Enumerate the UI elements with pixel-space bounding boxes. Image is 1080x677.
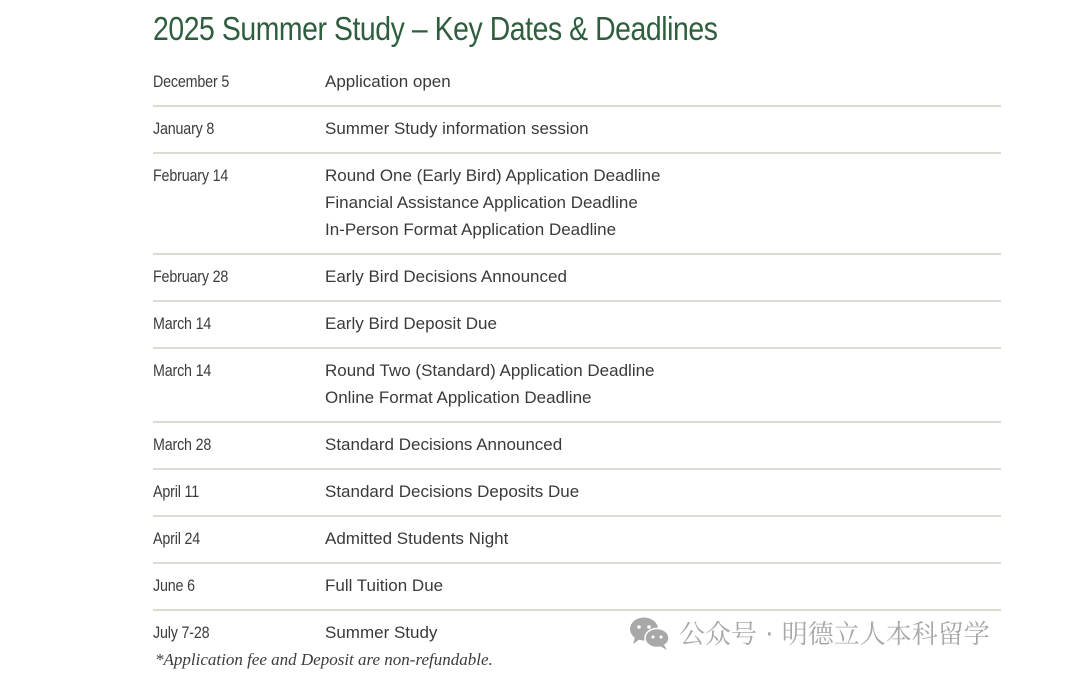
schedule-events [325, 525, 1001, 552]
schedule-row [153, 154, 1001, 255]
schedule-events [325, 115, 1001, 142]
schedule-date: December 5 [153, 72, 230, 91]
schedule-event: Standard Decisions Deposits Due [325, 482, 580, 501]
schedule-date: January 8 [153, 119, 215, 138]
schedule-event: Standard Decisions Announced [325, 435, 563, 454]
schedule-date: February 14 [153, 166, 229, 185]
schedule-date: July 7-28 [153, 623, 210, 642]
watermark [627, 614, 990, 651]
schedule-event: In-Person Format Application Deadline [325, 220, 617, 239]
watermark-text: 公众号 · 明德立人本科留学 [679, 620, 990, 650]
schedule-date: March 14 [153, 314, 212, 333]
schedule-event: Round Two (Standard) Application Deadline [325, 361, 655, 380]
schedule-date: March 14 [153, 361, 212, 380]
schedule-date: February 28 [153, 267, 229, 286]
schedule-row [153, 564, 1001, 611]
schedule-event: Summer Study [325, 623, 438, 642]
schedule-row [153, 470, 1001, 517]
schedule-row [153, 255, 1001, 302]
schedule-events [325, 478, 1001, 505]
schedule-event: Summer Study information session [325, 119, 589, 138]
schedule-events [325, 572, 1001, 599]
page-title: 2025 Summer Study – Key Dates & Deadlines [153, 10, 718, 47]
wechat-icon [627, 615, 671, 651]
schedule-event: Round One (Early Bird) Application Deadline [325, 166, 661, 185]
schedule-events [325, 162, 1001, 243]
schedule-date: March 28 [153, 435, 212, 454]
schedule-event: Application open [325, 72, 451, 91]
footnote: *Application fee and Deposit are non-refundable. [155, 650, 493, 669]
schedule-row [153, 107, 1001, 154]
schedule-row [153, 349, 1001, 423]
schedule-event: Online Format Application Deadline [325, 388, 592, 407]
key-dates-table [153, 60, 1001, 656]
schedule-event: Admitted Students Night [325, 529, 509, 548]
schedule-date: June 6 [153, 576, 195, 595]
schedule-events [325, 68, 1001, 95]
schedule-event: Full Tuition Due [325, 576, 444, 595]
schedule-date: April 11 [153, 482, 200, 501]
schedule-event: Financial Assistance Application Deadline [325, 193, 638, 212]
schedule-events [325, 357, 1001, 411]
schedule-events [325, 431, 1001, 458]
schedule-event: Early Bird Deposit Due [325, 314, 497, 333]
schedule-row [153, 302, 1001, 349]
schedule-events [325, 263, 1001, 290]
schedule-event: Early Bird Decisions Announced [325, 267, 567, 286]
schedule-row [153, 423, 1001, 470]
schedule-date: April 24 [153, 529, 201, 548]
schedule-events [325, 310, 1001, 337]
schedule-row [153, 60, 1001, 107]
schedule-row [153, 517, 1001, 564]
